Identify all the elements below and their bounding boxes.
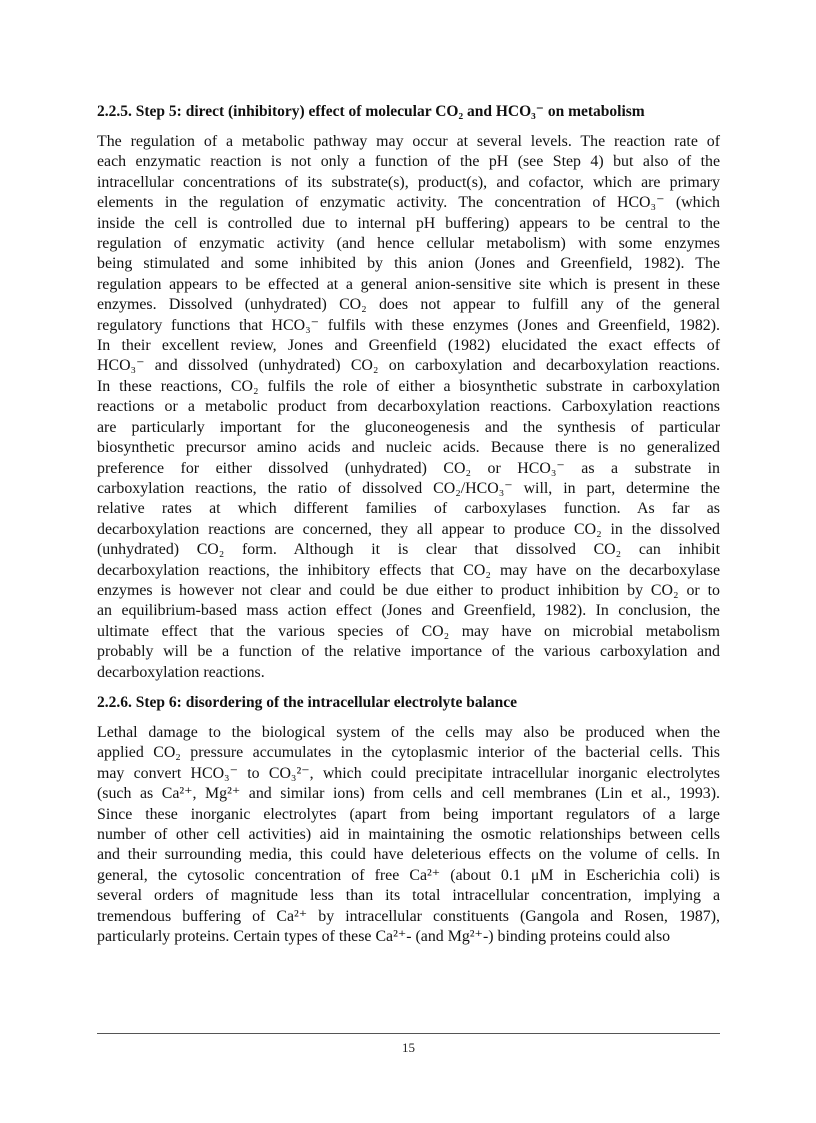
text-line: number of other cell activities) aid in maintaining the osmotic relationships between cells — [97, 826, 720, 843]
section-heading-step6: 2.2.6. Step 6: disordering of the intracellular electrolyte balance — [97, 693, 518, 711]
text-line: preference for either dissolved (unhydrated) CO₂ or HCO₃⁻ as a substrate in — [97, 459, 720, 477]
text-line: The regulation of a metabolic pathway may occur at several levels. The reaction rate of — [97, 133, 720, 150]
paragraph-step5 — [97, 132, 720, 683]
text-line: (such as Ca²⁺, Mg²⁺ and similar ions) from cells and cell membranes (Lin et al., 1993). — [97, 785, 720, 803]
text-line: being stimulated and some inhibited by this anion (Jones and Greenfield, 1982). The — [97, 255, 720, 273]
document-page — [97, 96, 720, 947]
text-line: decarboxylation reactions. — [97, 663, 265, 681]
text-line: Since these inorganic electrolytes (apart from being important regulators of a large — [97, 805, 720, 823]
text-line: several orders of magnitude less than its total intracellular concentration, implying a — [97, 887, 720, 905]
text-line: and their surrounding media, this could have deleterious effects on the volume of cells. In — [97, 846, 720, 864]
text-line: biosynthetic precursor amino acids and nucleic acids. Because there is no generalized — [97, 439, 720, 457]
footer-divider — [97, 1033, 720, 1034]
text-line: enzymes is however not clear and could be due either to product inhibition by CO₂ or to — [97, 581, 720, 599]
text-line: intracellular concentrations of its substrate(s), product(s), and cofactor, which are primary — [97, 173, 720, 191]
text-line: ultimate effect that the various species of CO₂ may have on microbial metabolism — [97, 622, 720, 640]
text-line: elements in the regulation of enzymatic activity. The concentration of HCO₃⁻ (which — [97, 194, 720, 212]
text-line: regulation appears to be effected at a general anion-sensitive site which is present in these — [97, 275, 720, 293]
text-line: inside the cell is controlled due to internal pH buffering) appears to be central to the — [97, 214, 720, 232]
text-line: tremendous buffering of Ca²⁺ by intracellular constituents (Gangola and Rosen, 1987), — [97, 907, 720, 925]
text-line: each enzymatic reaction is not only a function of the pH (see Step 4) but also of the — [97, 153, 720, 171]
text-line: HCO₃⁻ and dissolved (unhydrated) CO₂ on carboxylation and decarboxylation reactions. — [97, 357, 720, 375]
text-line: reactions or a metabolic product from decarboxylation reactions. Carboxylation reactions — [97, 398, 720, 416]
text-line: carboxylation reactions, the ratio of dissolved CO₂/HCO₃⁻ will, in part, determine the — [97, 479, 720, 497]
text-line: Lethal damage to the biological system of the cells may also be produced when the — [97, 723, 720, 741]
text-line: particularly proteins. Certain types of these Ca²⁺- (and Mg²⁺-) binding proteins could also — [97, 928, 671, 946]
text-line: applied CO₂ pressure accumulates in the cytoplasmic interior of the bacterial cells. This — [97, 744, 720, 762]
section-heading-step5: 2.2.5. Step 5: direct (inhibitory) effect of molecular CO₂ and HCO₃⁻ on metabolism — [97, 103, 645, 120]
text-line: regulatory functions that HCO₃⁻ fulfils with these enzymes (Jones and Greenfield, 1982). — [97, 316, 720, 334]
text-line: decarboxylation reactions are concerned, they all appear to produce CO₂ in the dissolved — [97, 520, 720, 538]
text-line: probably will be a function of the relative importance of the various carboxylation and — [97, 643, 720, 661]
text-line: an equilibrium-based mass action effect (Jones and Greenfield, 1982). In conclusion, the — [97, 602, 720, 620]
page-number: 15 — [402, 1040, 415, 1055]
text-line: relative rates at which different families of carboxylases function. As far as — [97, 500, 720, 518]
text-line: enzymes. Dissolved (unhydrated) CO₂ does not appear to fulfill any of the general — [97, 296, 720, 314]
text-line: general, the cytosolic concentration of free Ca²⁺ (about 0.1 μM in Escherichia coli) is — [97, 866, 720, 884]
text-line: decarboxylation reactions, the inhibitory effects that CO₂ may have on the decarboxylase — [97, 561, 720, 579]
text-line: In their excellent review, Jones and Greenfield (1982) elucidated the exact effects of — [97, 337, 720, 355]
text-line: may convert HCO₃⁻ to CO₃²⁻, which could precipitate intracellular inorganic electrolytes — [97, 764, 720, 782]
text-line: In these reactions, CO₂ fulfils the role of either a biosynthetic substrate in carboxylation — [97, 377, 720, 395]
text-line: regulation of enzymatic activity (and hence cellular metabolism) with some enzymes — [97, 235, 720, 253]
text-line: are particularly important for the gluconeogenesis and the synthesis of particular — [97, 418, 720, 436]
text-line: (unhydrated) CO₂ form. Although it is clear that dissolved CO₂ can inhibit — [97, 541, 720, 559]
paragraph-step6 — [97, 723, 720, 947]
